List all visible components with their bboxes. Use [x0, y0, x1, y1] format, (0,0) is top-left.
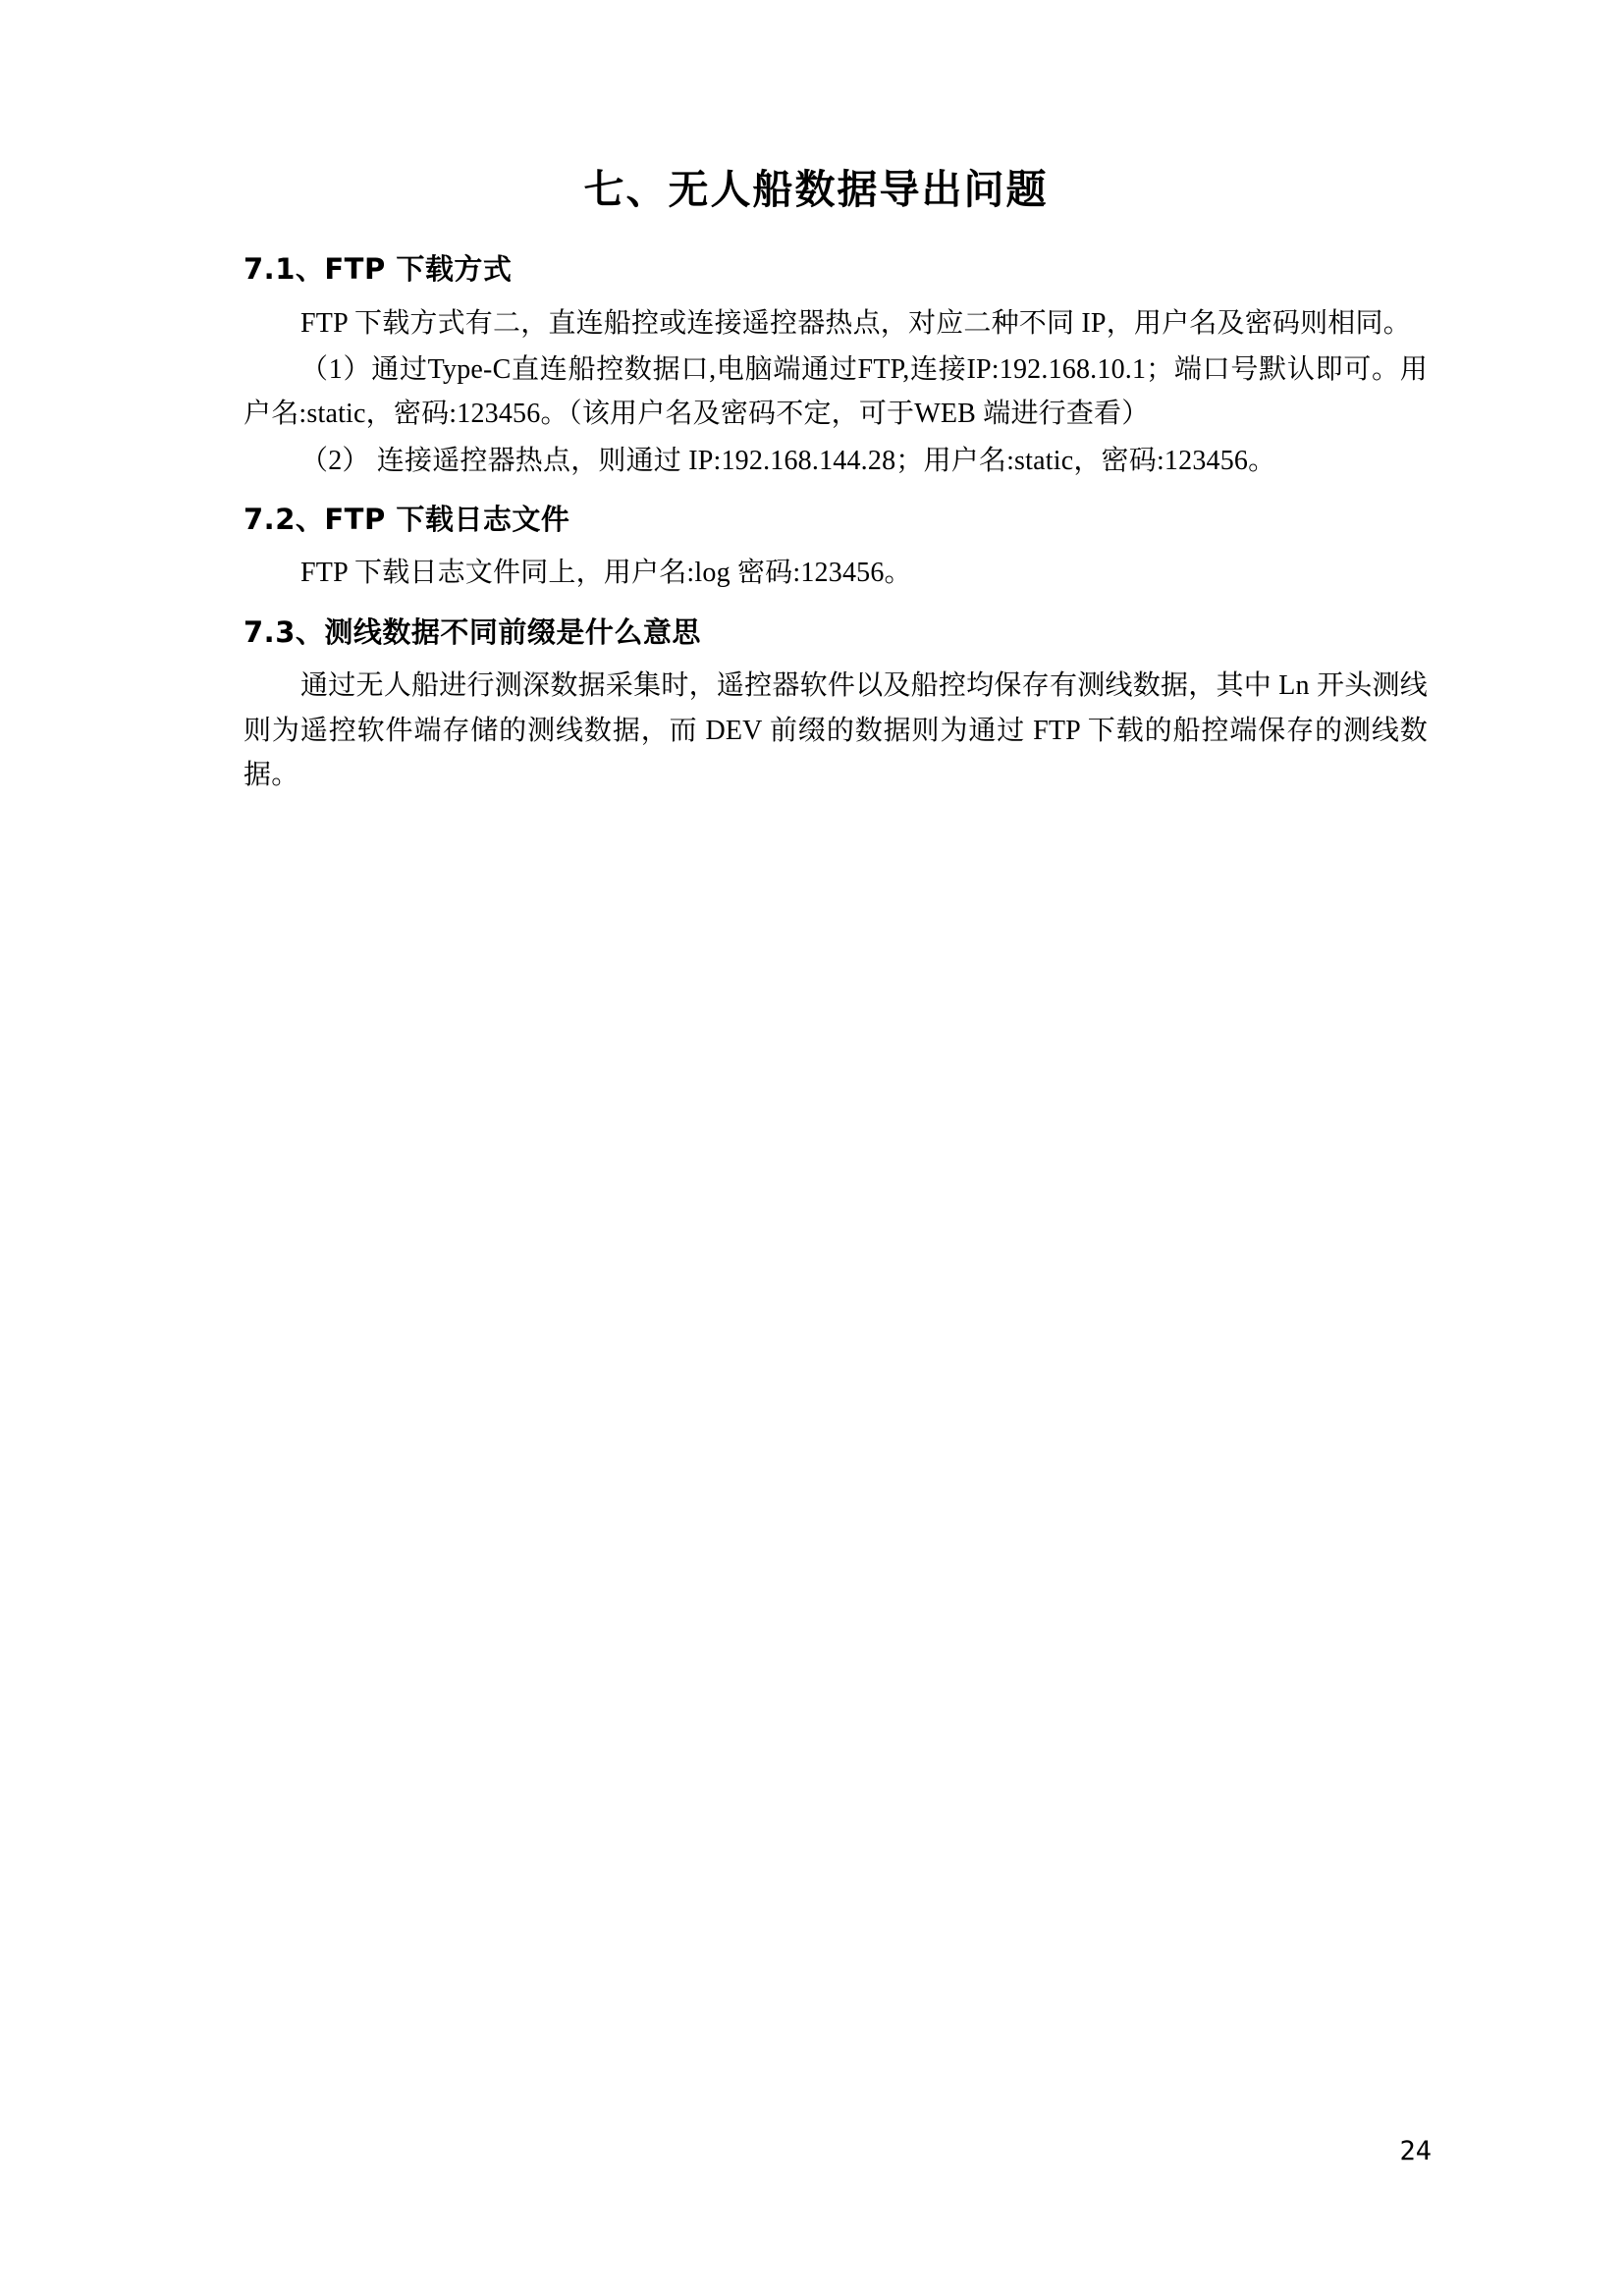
section-7-3-paragraph-1: 通过无人船进行测深数据采集时，遥控器软件以及船控均保存有测线数据，其中 Ln 开头测线则为遥控软件端存储的测线数据，而 DEV 前缀的数据则为通过 FTP 下载的船控端保存的测线数据。	[244, 670, 1428, 791]
page-number: 24	[1399, 2136, 1432, 2166]
section-7-2-paragraph-1: FTP 下载日志文件同上，用户名:log 密码:123456。	[300, 558, 912, 589]
section-heading-7-3: 7.3、测线数据不同前缀是什么意思	[244, 614, 701, 649]
section-7-1-paragraph-3: （2） 连接遥控器热点，则通过 IP:192.168.144.28；用户名:static，密码:123456。	[300, 445, 1276, 476]
spacer	[244, 598, 1428, 612]
page-title: 七、无人船数据导出问题	[583, 166, 1049, 213]
section-7-1-paragraph-1: FTP 下载方式有二，直连船控或连接遥控器热点，对应二种不同 IP，用户名及密码则相同。	[300, 307, 1411, 339]
section-7-1-paragraph-2: （1）通过Type-C直连船控数据口,电脑端通过FTP,连接IP:192.168.10.1；端口号默认即可。用户名:static，密码:123456。（该用户名及密码不定，可于WEB 端进行查看）	[244, 353, 1428, 430]
section-heading-7-1: 7.1、FTP 下载方式	[244, 252, 513, 286]
spacer	[244, 485, 1428, 499]
section-heading-7-2: 7.2、FTP 下载日志文件	[244, 502, 570, 536]
